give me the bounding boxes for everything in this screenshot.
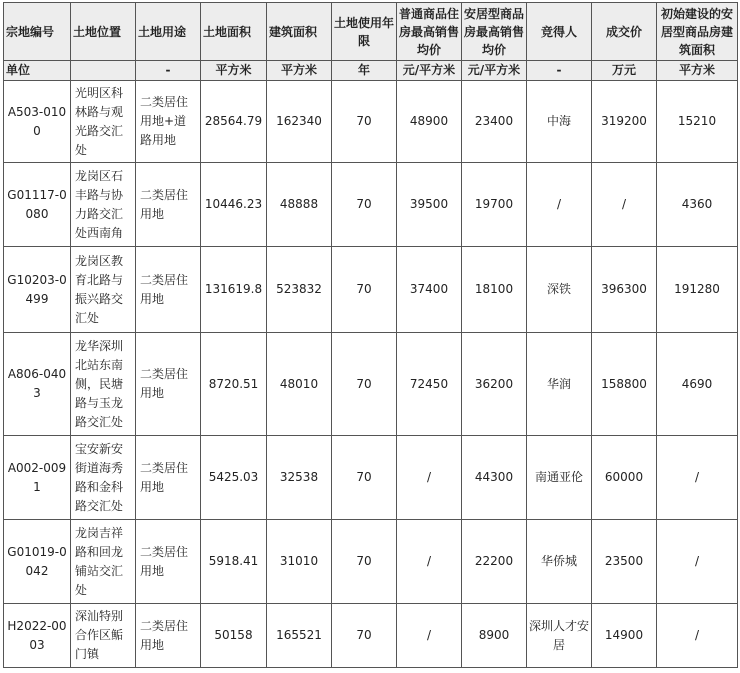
cell-floor-area: 48888 [267, 163, 332, 247]
unit-land-use: - [136, 61, 201, 81]
cell-commercial-price: 72450 [397, 333, 462, 436]
cell-affordable-price: 23400 [462, 81, 527, 163]
cell-commercial-price: 39500 [397, 163, 462, 247]
cell-affordable-price: 36200 [462, 333, 527, 436]
table-row [4, 247, 738, 333]
cell-commercial-price: / [397, 604, 462, 668]
cell-affordable-price: 44300 [462, 436, 527, 520]
header-max-commercial-price: 普通商品住房最高销售均价 [397, 3, 462, 61]
cell-use-term: 70 [332, 604, 397, 668]
cell-deal-price: 319200 [592, 81, 657, 163]
cell-land-use: 二类居住用地 [136, 333, 201, 436]
cell-floor-area: 165521 [267, 604, 332, 668]
header-land-area: 土地面积 [201, 3, 267, 61]
cell-affordable-price: 8900 [462, 604, 527, 668]
table-row [4, 436, 738, 520]
table-row [4, 520, 738, 604]
header-parcel-id: 宗地编号 [4, 3, 71, 61]
unit-affordable-area: 平方米 [657, 61, 738, 81]
cell-parcel-id: A503-0100 [4, 81, 71, 163]
cell-location: 光明区科林路与观光路交汇处 [71, 81, 136, 163]
cell-affordable-price: 19700 [462, 163, 527, 247]
cell-land-area: 28564.79 [201, 81, 267, 163]
cell-use-term: 70 [332, 333, 397, 436]
cell-land-use: 二类居住用地+道路用地 [136, 81, 201, 163]
header-location: 土地位置 [71, 3, 136, 61]
cell-land-use: 二类居住用地 [136, 247, 201, 333]
cell-deal-price: 60000 [592, 436, 657, 520]
cell-land-area: 5918.41 [201, 520, 267, 604]
unit-deal-price: 万元 [592, 61, 657, 81]
cell-commercial-price: 48900 [397, 81, 462, 163]
cell-land-area: 10446.23 [201, 163, 267, 247]
cell-floor-area: 48010 [267, 333, 332, 436]
cell-affordable-area: / [657, 436, 738, 520]
cell-floor-area: 32538 [267, 436, 332, 520]
cell-affordable-area: 15210 [657, 81, 738, 163]
table-row [4, 333, 738, 436]
cell-winner: 南通亚伦 [527, 436, 592, 520]
cell-parcel-id: G10203-0499 [4, 247, 71, 333]
unit-affordable-price: 元/平方米 [462, 61, 527, 81]
cell-floor-area: 31010 [267, 520, 332, 604]
header-affordable-area: 初始建设的安居型商品房建筑面积 [657, 3, 738, 61]
unit-floor-area: 平方米 [267, 61, 332, 81]
unit-winner: - [527, 61, 592, 81]
header-use-term: 土地使用年限 [332, 3, 397, 61]
cell-parcel-id: G01019-0042 [4, 520, 71, 604]
cell-location: 深汕特别合作区鲘门镇 [71, 604, 136, 668]
table-row [4, 81, 738, 163]
cell-use-term: 70 [332, 436, 397, 520]
cell-affordable-area: 4690 [657, 333, 738, 436]
cell-land-area: 131619.8 [201, 247, 267, 333]
cell-land-area: 5425.03 [201, 436, 267, 520]
cell-land-area: 50158 [201, 604, 267, 668]
cell-affordable-area: 191280 [657, 247, 738, 333]
cell-location: 宝安新安街道海秀路和金科路交汇处 [71, 436, 136, 520]
cell-use-term: 70 [332, 163, 397, 247]
cell-location: 龙岗吉祥路和回龙铺站交汇处 [71, 520, 136, 604]
table-row [4, 163, 738, 247]
cell-parcel-id: H2022-0003 [4, 604, 71, 668]
cell-location: 龙岗区石丰路与协力路交汇处西南角 [71, 163, 136, 247]
header-winner: 竞得人 [527, 3, 592, 61]
cell-parcel-id: A002-0091 [4, 436, 71, 520]
table-row [4, 604, 738, 668]
cell-commercial-price: / [397, 520, 462, 604]
cell-winner: 深圳人才安居 [527, 604, 592, 668]
cell-affordable-price: 18100 [462, 247, 527, 333]
cell-use-term: 70 [332, 520, 397, 604]
cell-winner: 中海 [527, 81, 592, 163]
cell-affordable-area: / [657, 520, 738, 604]
cell-location: 龙岗区教育北路与振兴路交汇处 [71, 247, 136, 333]
header-land-use: 土地用途 [136, 3, 201, 61]
unit-location [71, 61, 136, 81]
cell-deal-price: 158800 [592, 333, 657, 436]
cell-land-use: 二类居住用地 [136, 436, 201, 520]
cell-deal-price: / [592, 163, 657, 247]
unit-commercial-price: 元/平方米 [397, 61, 462, 81]
cell-use-term: 70 [332, 81, 397, 163]
header-deal-price: 成交价 [592, 3, 657, 61]
land-auction-table-container [3, 2, 738, 668]
land-auction-table [3, 2, 738, 668]
header-floor-area: 建筑面积 [267, 3, 332, 61]
header-max-affordable-price: 安居型商品房最高销售均价 [462, 3, 527, 61]
unit-row [4, 61, 738, 81]
cell-floor-area: 162340 [267, 81, 332, 163]
cell-location: 龙华深圳北站东南侧，民塘路与玉龙路交汇处 [71, 333, 136, 436]
cell-land-use: 二类居住用地 [136, 163, 201, 247]
unit-land-area: 平方米 [201, 61, 267, 81]
cell-deal-price: 14900 [592, 604, 657, 668]
cell-parcel-id: A806-0403 [4, 333, 71, 436]
unit-label: 单位 [4, 61, 71, 81]
cell-use-term: 70 [332, 247, 397, 333]
cell-affordable-price: 22200 [462, 520, 527, 604]
cell-affordable-area: / [657, 604, 738, 668]
header-row [4, 3, 738, 61]
cell-land-area: 8720.51 [201, 333, 267, 436]
cell-commercial-price: / [397, 436, 462, 520]
cell-land-use: 二类居住用地 [136, 604, 201, 668]
cell-winner: / [527, 163, 592, 247]
cell-commercial-price: 37400 [397, 247, 462, 333]
cell-deal-price: 396300 [592, 247, 657, 333]
cell-parcel-id: G01117-0080 [4, 163, 71, 247]
cell-affordable-area: 4360 [657, 163, 738, 247]
cell-floor-area: 523832 [267, 247, 332, 333]
cell-winner: 华润 [527, 333, 592, 436]
cell-land-use: 二类居住用地 [136, 520, 201, 604]
cell-winner: 华侨城 [527, 520, 592, 604]
unit-use-term: 年 [332, 61, 397, 81]
cell-winner: 深铁 [527, 247, 592, 333]
cell-deal-price: 23500 [592, 520, 657, 604]
